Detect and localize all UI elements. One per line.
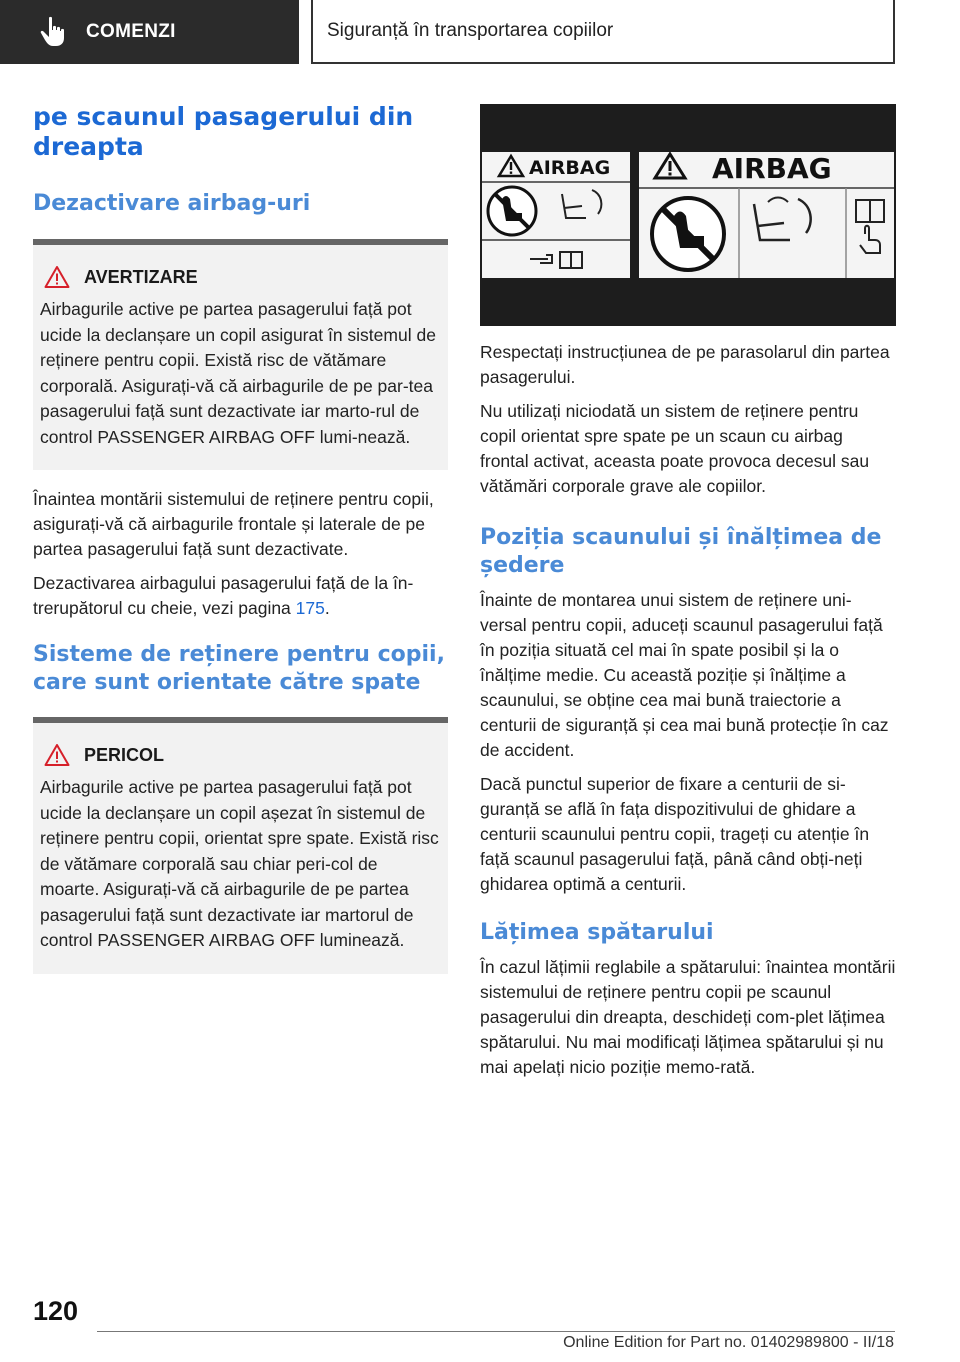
- no-child-seat-icon: [652, 198, 724, 270]
- paragraph: Dacă punctul superior de fixare a centurii de si-guranță se află în fața dispozitivului de ghidare a centurii scaunului pentru copii, trageți cu atenție în față scaunul pasagerului față, până când obți-neți ghidarea optimă a centurii.: [480, 774, 870, 894]
- danger-title: PERICOL: [84, 744, 165, 765]
- warning-triangle-icon: [44, 743, 70, 767]
- warning-title: AVERTIZARE: [84, 266, 198, 287]
- airbag-label-photo: [480, 104, 896, 326]
- chapter-header: [311, 0, 895, 64]
- section-tab[interactable]: [0, 0, 299, 64]
- paragraph: Înaintea montării sistemului de reținere pentru copii, asigurați-vă că airbagurile frontale și laterale de pe partea pasagerului față sunt dezactivate.: [33, 489, 434, 559]
- large-airbag-label: [639, 152, 894, 278]
- subheading-backrest-width: Lățimea spătarului: [480, 920, 714, 945]
- svg-text:AIRBAG: AIRBAG: [529, 157, 611, 179]
- small-airbag-label: [482, 152, 630, 278]
- subheading-seat-position: Poziția scaunului și înălțimea de ședere: [480, 525, 882, 578]
- section-label: COMENZI: [86, 21, 176, 42]
- paragraph: În cazul lățimii reglabile a spătarului: înaintea montării sistemului de reținere pentru copii pe scaunul pasagerului din dreapta, deschideți com-plet lățimea spătarului. Nu mai modificați lățimea spătarului și nu mai apelați nicio poziție memo-rată.: [480, 957, 896, 1077]
- svg-text:AIRBAG: AIRBAG: [712, 152, 832, 185]
- page-number: 120: [33, 1296, 79, 1326]
- pointing-hand-icon: [36, 14, 72, 50]
- paragraph: Respectați instrucțiunea de pe parasolarul din partea pasagerului.: [480, 342, 890, 387]
- warning-box: [33, 239, 448, 470]
- paragraph: Înainte de montarea unui sistem de reținere uni-versal pentru copii, aduceți scaunul pasagerului față în poziția situată cel mai în spate posibil și la o înălțime medie. Cu această poziție și înălțime a scaunului, se obține cea mai bună traiectorie a centurii de siguranță și cea mai bună protecție în caz de accident.: [480, 590, 889, 760]
- subheading-deactivate-airbags: Dezactivare airbag-uri: [33, 191, 311, 216]
- footer-divider: [97, 1331, 895, 1332]
- paragraph: Nu utilizați niciodată un sistem de reținere pentru copil orientat spre spate pe un scaun cu airbag frontal activat, aceasta poate provoca decesul sau vătămări corporale grave ale copiilor.: [480, 401, 870, 496]
- page-reference-link[interactable]: 175: [295, 598, 325, 618]
- section-heading: pe scaunul pasagerului din dreapta: [33, 102, 414, 161]
- no-child-seat-icon: [488, 187, 536, 235]
- right-column: [480, 104, 896, 1080]
- subheading-rear-facing-seats: Sisteme de reținere pentru copii, care sunt orientate către spate: [33, 642, 445, 695]
- danger-box: [33, 717, 448, 974]
- chapter-title: Siguranță în transportarea copiilor: [327, 20, 614, 41]
- danger-text: Airbagurile active pe partea pasagerului față pot ucide la declanșare un copil așezat în sistemul de reținere pentru copii, orientat spre spate. Există risc de vătămare corporală sau chiar peri-col de moarte. Asigurați-vă că airbagurile de pe partea pasagerului față sunt dezactivate iar martorul de control PASSENGER AIRBAG OFF luminează.: [40, 777, 439, 950]
- edition-info: Online Edition for Part no. 01402989800 - II/18: [563, 1334, 894, 1351]
- left-column: [33, 102, 448, 974]
- warning-text: Airbagurile active pe partea pasagerului față pot ucide la declanșare un copil asigurat în sistemul de reținere pentru copii. Există risc de vătămare corporală. Asigurați-vă că airbagurile de pe par-tea pasagerului față sunt dezactivate iar marto-rul de control PASSENGER AIRBAG OFF lumi-nează.: [40, 299, 436, 447]
- warning-triangle-icon: [44, 265, 70, 289]
- paragraph-with-link: Dezactivarea airbagului pasagerului față de la în-trerupătorul cu cheie, vezi pagina 175.: [33, 573, 414, 618]
